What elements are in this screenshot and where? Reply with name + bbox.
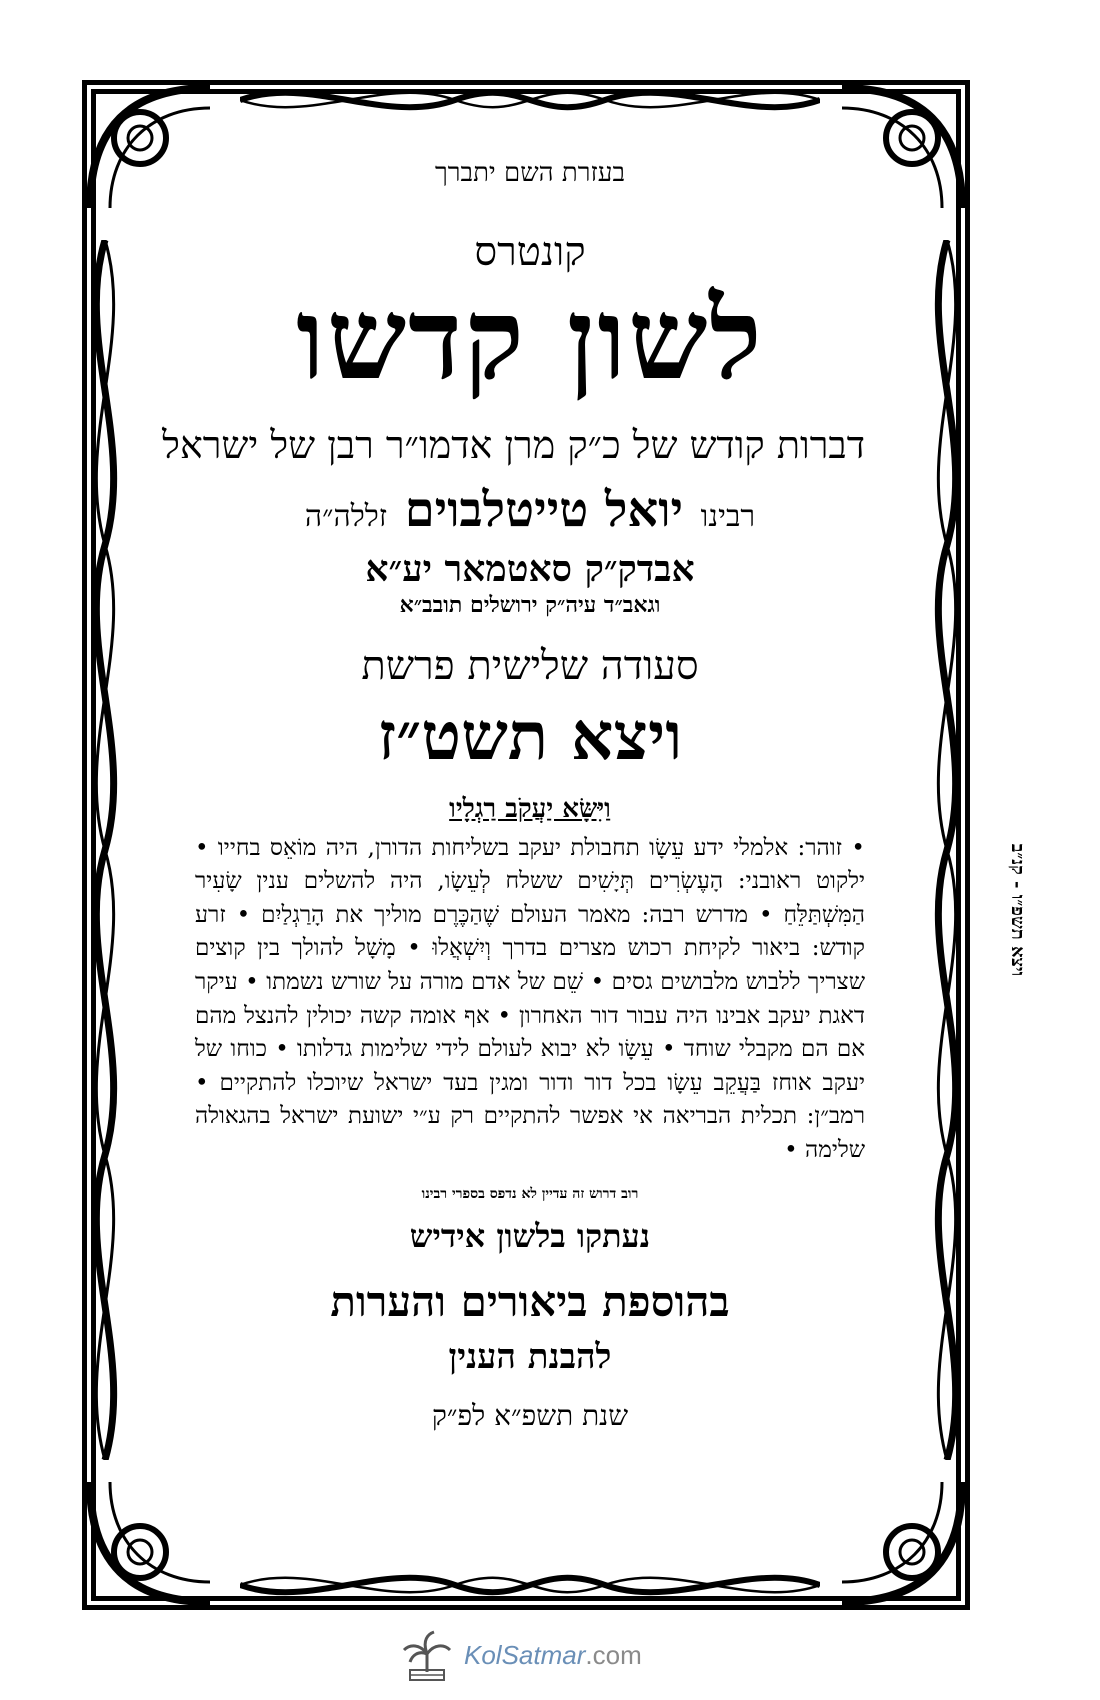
additions-line: בהוספת ביאורים והערות <box>330 1276 730 1326</box>
author-line <box>195 482 865 538</box>
site-domain: .com <box>585 1639 642 1670</box>
site-name-main: KolSatmar <box>464 1639 586 1670</box>
divrei-kodesh-line: דברות קודש של כ״ק מרן אדמו״ר רבן של ישראל <box>162 422 865 467</box>
side-margin-label: ויצא תשפ״ו - קנ״ב <box>1007 843 1028 977</box>
publication-year: שנת תשפ״א לפ״ק <box>431 1398 629 1432</box>
author-suffix: זללה״ה <box>304 498 388 534</box>
topics-paragraph: • זוהר: אלמלי ידע עֵשָׂו תחבולת יעקב בשליחות הדורן, היה מוֹאֵס בחייו • ילקוט ראובני: הָעֶשְׂרִים תְּיָשִׁים ששלח לְעֵשָׂו, היה להשלים ענין שָׂעִיר הַמִּשְׁתַּלֵּחַ • מדרש רבה: מאמר העולם שֶׁהַכֶּרֶם מוליך את הָרַגְלַיִם • זרע קודש: ביאור לקיחת רכוש מצרים בדרך וְיִשְׁאֲלוּ • מָשָׁל להולך בין קוצים שצריך ללבוש מלבושים גסים • שֵׁם של אדם מורה על שורש נשמתו • עיקר דאגת יעקב אבינו היה עבור דור האחרון • אף אומה קשה יכולין להנצל מהם אם הם מקבלי שוחד • עֵשָׂו לא יבוא לעולם לידי שלימות גדלותו • כוחו של יעקב אוחז בַּעֲקֵב עֵשָׂו בכל דור ודור ומגין בעד ישראל שיוכלו להתקיים • רמב״ן: תכלית הבריאה אי אפשר להתקיים רק ע״י ישועת ישראל בהגאולה שלימה • <box>195 834 865 1163</box>
site-name[interactable] <box>464 1640 642 1671</box>
parsha-year: ויצא תשט״ז <box>377 696 683 775</box>
gaavad-line: וגאב״ד עיה״ק ירושלים תובב״א <box>399 591 661 618</box>
seuda-line: סעודה שלישית פרשת <box>361 642 699 689</box>
not-printed-note: רוב דרוש זה עדיין לא נדפס בספרי רבינו <box>421 1185 639 1202</box>
kuntres-label: קונטרס <box>474 229 586 275</box>
understanding-line: להבנת הענין <box>448 1336 612 1377</box>
right-swirl-border-icon <box>912 240 982 1460</box>
author-name: יואל טייטלבוים <box>404 481 684 538</box>
site-footer[interactable] <box>398 1625 718 1685</box>
book-title: לשון קדשו <box>296 274 764 405</box>
corner-flourish-icon <box>822 1462 982 1622</box>
top-swirl-border-icon <box>240 75 820 125</box>
rabeinu-prefix: רבינו <box>700 498 756 534</box>
translated-line: נעתקו בלשון אידיש <box>409 1216 651 1255</box>
corner-flourish-icon <box>70 1462 230 1622</box>
invocation-line: בעזרת השם יתברך <box>435 158 625 188</box>
av-beis-din-line: אבדק״ק סאטמאר יע״א <box>365 547 695 590</box>
title-page-content <box>162 150 865 1433</box>
verse-heading: וַיִּשָּׂא יַעֲקֹב רַגְלָיו <box>449 793 611 824</box>
palm-tree-logo-icon <box>398 1626 456 1684</box>
left-swirl-border-icon <box>70 240 140 1460</box>
bottom-swirl-border-icon <box>240 1560 820 1610</box>
